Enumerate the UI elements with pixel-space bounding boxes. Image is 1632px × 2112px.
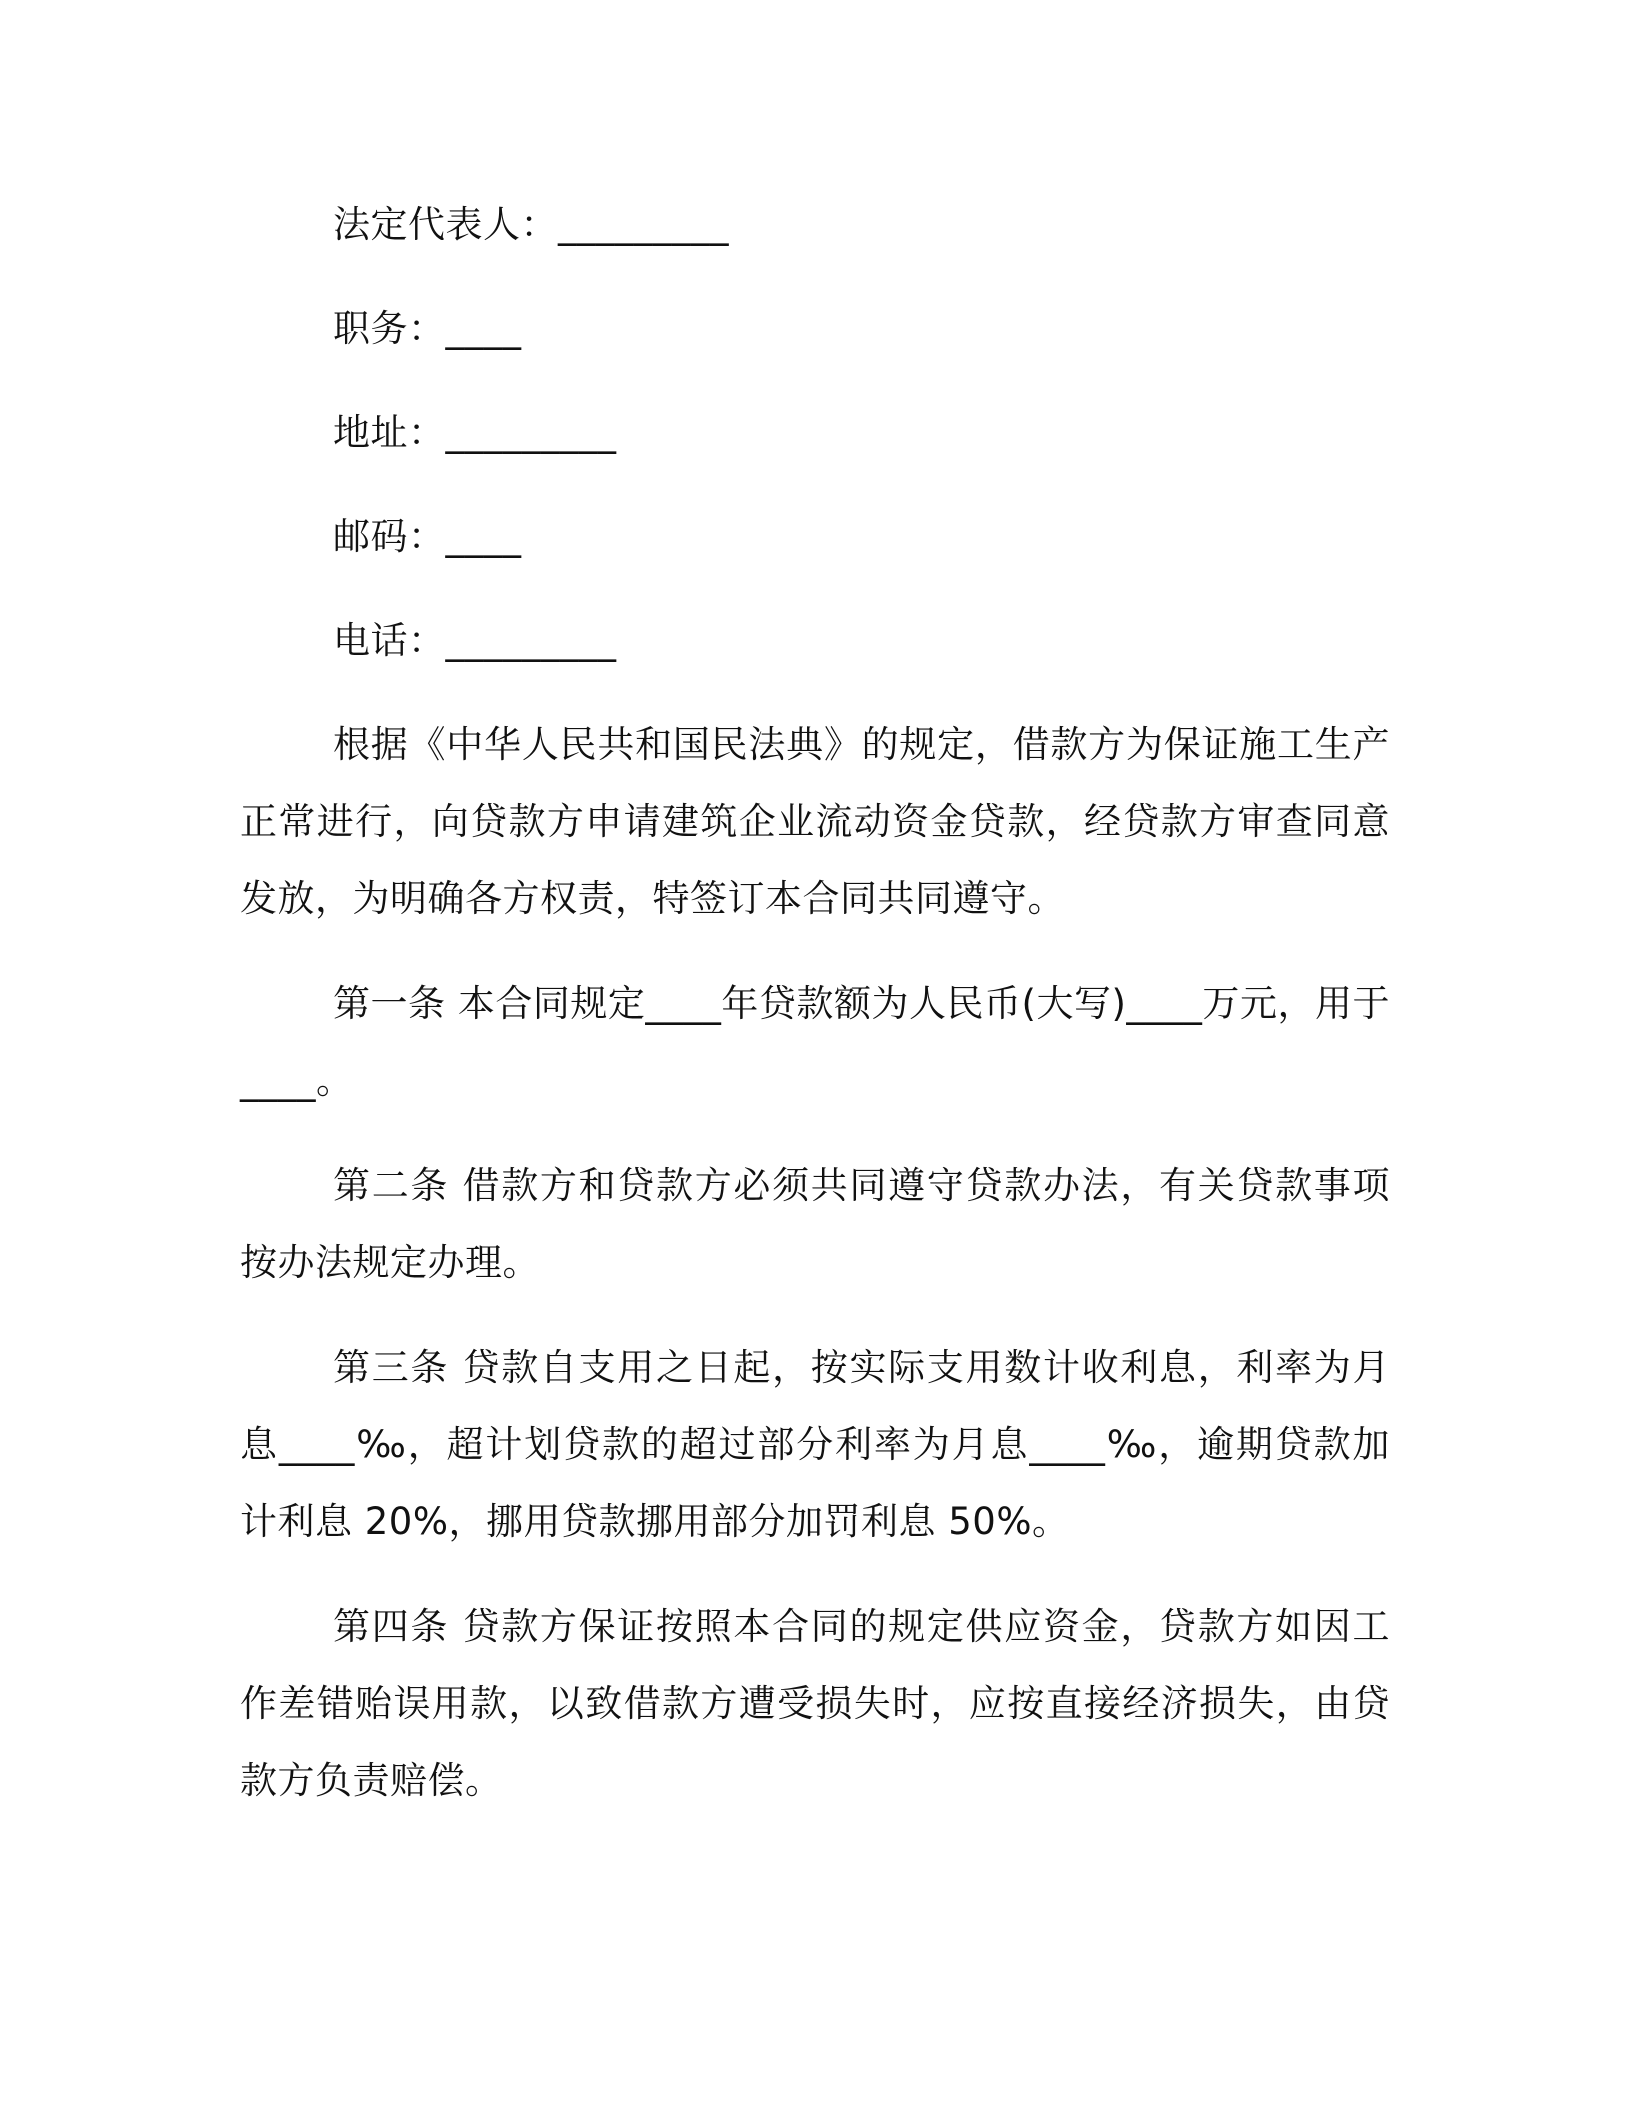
article-4-paragraph: 第四条 贷款方保证按照本合同的规定供应资金，贷款方如因工作差错贻误用款，以致借款方遭受损失时，应按直接经济损失，由贷款方负责赔偿。	[240, 1605, 1390, 1802]
address-field: 地址：_________	[333, 411, 617, 454]
legal-representative-field: 法定代表人：_________	[333, 203, 729, 246]
postal-code-field: 邮码：____	[333, 515, 522, 558]
article-1-paragraph: 第一条 本合同规定____年贷款额为人民币(大写)____万元，用于____。	[240, 982, 1390, 1102]
preamble-paragraph: 根据《中华人民共和国民法典》的规定，借款方为保证施工生产正常进行，向贷款方申请建筑企业流动资金贷款，经贷款方审查同意发放，为明确各方权责，特签订本合同共同遵守。	[240, 723, 1390, 920]
document-body	[240, 186, 1390, 1819]
position-field: 职务：____	[333, 307, 522, 350]
article-3-paragraph: 第三条 贷款自支用之日起，按实际支用数计收利息，利率为月息____‰，超计划贷款的超过部分利率为月息____‰，逾期贷款加计利息 20%，挪用贷款挪用部分加罚利息 50%。	[240, 1346, 1390, 1543]
article-2-paragraph: 第二条 借款方和贷款方必须共同遵守贷款办法，有关贷款事项按办法规定办理。	[240, 1164, 1390, 1284]
telephone-field: 电话：_________	[333, 619, 617, 662]
